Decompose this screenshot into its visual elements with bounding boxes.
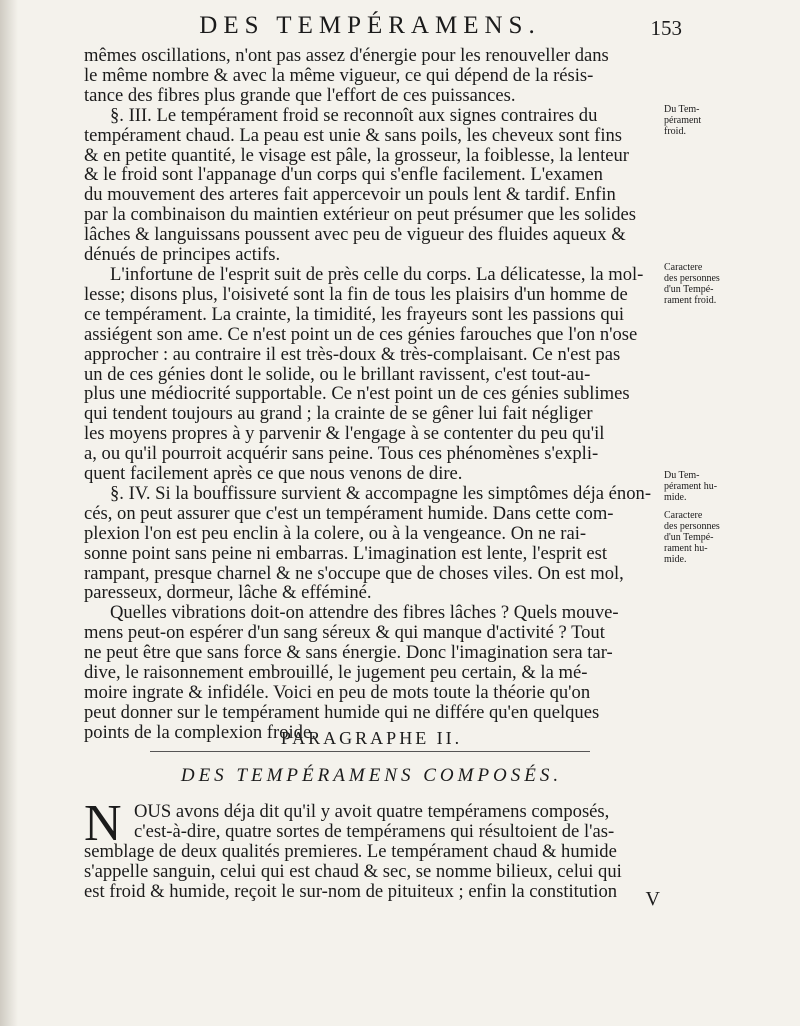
margin-line: Du Tem- bbox=[664, 104, 700, 115]
section-heading: DES TEMPÉRAMENS COMPOSÉS. bbox=[180, 765, 563, 786]
text-line: du mouvement des arteres fait appercevoir un pouls lent & tardif. Enfin bbox=[84, 184, 616, 206]
text-line: s'appelle sanguin, celui qui est chaud & sec, se nomme bilieux, celui qui bbox=[84, 860, 622, 882]
text-line: tance des fibres plus grande que l'effort de ces puissances. bbox=[84, 84, 516, 106]
drop-cap: N bbox=[84, 795, 122, 852]
text-line: tempérament chaud. La peau est unie & sans poils, les cheveux sont fins bbox=[84, 124, 623, 146]
text-line: Quelles vibrations doit-on attendre des fibres lâches ? Quels mouve- bbox=[110, 602, 619, 624]
text-line: cés, on peut assurer que c'est un tempérament humide. Dans cette com- bbox=[84, 502, 614, 524]
page-number: 153 bbox=[650, 16, 682, 40]
margin-line: d'un Tempé- bbox=[664, 284, 714, 295]
text-line: les moyens propres à y parvenir & l'engage à se contenter du peu qu'il bbox=[84, 423, 605, 445]
text-line: paresseux, dormeur, lâche & efféminé. bbox=[84, 582, 372, 604]
margin-line: Caractere bbox=[664, 510, 703, 521]
margin-line: rament hu- bbox=[664, 543, 708, 554]
margin-line: des personnes bbox=[664, 521, 720, 532]
margin-line: pérament hu- bbox=[664, 481, 718, 492]
binding-shadow bbox=[0, 0, 18, 1026]
text-line: semblage de deux qualités premieres. Le tempérament chaud & humide bbox=[84, 840, 617, 862]
text-line: plus une médiocrité supportable. Ce n'est point un de ces génies sublimes bbox=[84, 383, 630, 405]
text-line: & le froid sont l'appanage d'un corps qui s'enfle facilement. L'examen bbox=[84, 164, 603, 186]
text-line: c'est-à-dire, quatre sortes de tempéramens qui résultoient de l'as- bbox=[134, 820, 615, 842]
text-line: lâches & languissans poussent avec peu de vigueur des fluides aqueux & bbox=[84, 224, 626, 246]
text-line: lesse; disons plus, l'oisiveté sont la fin de tous les plaisirs d'un homme de bbox=[84, 283, 628, 305]
text-line: sonne point sans peine ni embarras. L'imagination est lente, l'esprit est bbox=[84, 542, 608, 564]
text-line: assiégent son ame. Ce n'est point un de ces génies farouches que l'on n'ose bbox=[84, 323, 638, 345]
margin-note-caractere-froid bbox=[664, 262, 744, 306]
text-line: rampant, presque charnel & ne s'occupe que de choses viles. On est mol, bbox=[84, 562, 624, 584]
section-text bbox=[84, 802, 659, 902]
running-head: DES TEMPÉRAMENS. bbox=[199, 12, 541, 39]
text-line: quent facilement après ce que nous venons de dire. bbox=[84, 463, 463, 485]
text-line: mens peut-on espérer d'un sang séreux & qui manque d'activité ? Tout bbox=[84, 622, 605, 644]
text-line: OUS avons déja dit qu'il y avoit quatre tempéramens composés, bbox=[134, 801, 610, 822]
catchword: V bbox=[645, 888, 660, 910]
margin-line: mide. bbox=[664, 554, 687, 565]
text-line: §. IV. Si la bouffissure survient & accompagne les simptômes déja énon- bbox=[110, 482, 652, 504]
page-header bbox=[80, 10, 682, 50]
text-line: le même nombre & avec la même vigueur, ce qui dépend de la résis- bbox=[84, 64, 594, 86]
margin-line: d'un Tempé- bbox=[664, 532, 714, 543]
text-line: & en petite quantité, le visage est pâle, la grosseur, la foiblesse, la lenteur bbox=[84, 144, 630, 166]
text-line: ne peut être que sans force & sans énergie. Donc l'imagination sera tar- bbox=[84, 642, 613, 664]
text-line: points de la complexion froide. bbox=[84, 721, 316, 743]
margin-line: des personnes bbox=[664, 273, 720, 284]
text-line: mêmes oscillations, n'ont pas assez d'énergie pour les renouveller dans bbox=[84, 45, 609, 66]
text-line: un de ces génies dont le solide, ou le brillant ravissent, c'est tout-au- bbox=[84, 363, 591, 385]
text-line: a, ou qu'il pourroit acquérir sans peine. Tous ces phénomènes s'expli- bbox=[84, 443, 599, 465]
text-line: §. III. Le tempérament froid se reconnoît aux signes contraires du bbox=[110, 104, 598, 126]
text-line: plexion l'on est peu enclin à la colere, ou à la vengeance. On ne rai- bbox=[84, 522, 587, 544]
margin-line: froid. bbox=[664, 126, 686, 137]
text-line: par la combinaison du maintien extérieur on peut présumer que les solides bbox=[84, 204, 636, 226]
text-line: moire ingrate & infidéle. Voici en peu de mots toute la théorie qu'on bbox=[84, 682, 591, 703]
margin-line: Du Tem- bbox=[664, 470, 700, 481]
margin-line: pérament bbox=[664, 115, 702, 126]
margin-note-humide bbox=[664, 470, 744, 503]
divider-rule bbox=[150, 751, 590, 752]
margin-note-froid bbox=[664, 104, 744, 137]
text-line: L'infortune de l'esprit suit de près celle du corps. La délicatesse, la mol- bbox=[110, 263, 644, 285]
text-line: peut donner sur le tempérament humide qui ne différe qu'en quelques bbox=[84, 701, 600, 723]
margin-note-caractere-humide bbox=[664, 510, 744, 565]
main-text bbox=[84, 46, 659, 743]
paragraph-heading: PARAGRAPHE II. bbox=[280, 728, 463, 748]
margin-line: rament froid. bbox=[664, 295, 717, 306]
text-line: dénués de principes actifs. bbox=[84, 244, 281, 266]
text-line: ce tempérament. La crainte, la timidité, les frayeurs sont les passions qui bbox=[84, 303, 625, 325]
margin-line: mide. bbox=[664, 492, 687, 503]
text-line: qui tendent toujours au grand ; la crainte de se gêner lui fait négliger bbox=[84, 403, 593, 425]
text-line: approcher : au contraire il est très-doux & très-complaisant. Ce n'est pas bbox=[84, 343, 621, 365]
text-line: est froid & humide, reçoit le sur-nom de pituiteux ; enfin la constitution bbox=[84, 880, 618, 902]
text-line: dive, le raisonnement embrouillé, le jugement peu certain, & la mé- bbox=[84, 662, 588, 684]
margin-line: Caractere bbox=[664, 262, 703, 273]
